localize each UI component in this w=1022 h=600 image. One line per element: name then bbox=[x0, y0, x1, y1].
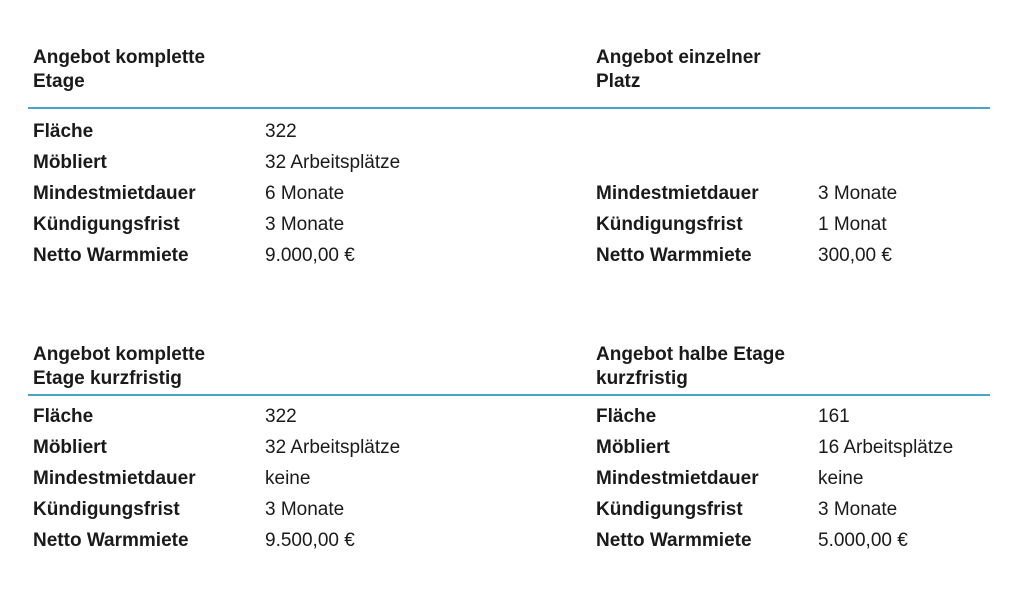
row-label: Kündigungsfrist bbox=[596, 214, 743, 235]
row-value: 322 bbox=[265, 406, 297, 427]
row-value: 9.500,00 € bbox=[265, 530, 355, 551]
offer-title: Angebot komplette Etage bbox=[33, 47, 206, 92]
row-label: Mindestmietdauer bbox=[596, 468, 759, 489]
row-value: 32 Arbeitsplätze bbox=[265, 437, 401, 458]
row-label: Mindestmietdauer bbox=[596, 183, 759, 204]
offer-headings bbox=[28, 46, 990, 108]
row-label: Netto Warmmiete bbox=[33, 245, 189, 266]
offer-title: Angebot halbe Etage kurzfristig bbox=[596, 344, 785, 389]
offer-section-bottom bbox=[28, 343, 990, 551]
row-label: Fläche bbox=[33, 406, 94, 427]
offer-section-top bbox=[28, 46, 990, 266]
row-label: Kündigungsfrist bbox=[596, 499, 743, 520]
row-label: Kündigungsfrist bbox=[33, 214, 180, 235]
row-label: Fläche bbox=[33, 121, 94, 142]
row-value: keine bbox=[265, 468, 311, 489]
row-value: 322 bbox=[265, 121, 297, 142]
divider-line bbox=[28, 107, 990, 109]
row-value: 1 Monat bbox=[818, 214, 887, 235]
offer-headings bbox=[28, 343, 990, 395]
row-value: 3 Monate bbox=[818, 499, 898, 520]
row-value: keine bbox=[818, 468, 864, 489]
row-label: Netto Warmmiete bbox=[596, 530, 752, 551]
row-label: Mindestmietdauer bbox=[33, 468, 196, 489]
row-label: Kündigungsfrist bbox=[33, 499, 180, 520]
row-value: 161 bbox=[818, 406, 850, 427]
row-value: 3 Monate bbox=[265, 499, 345, 520]
row-value: 3 Monate bbox=[818, 183, 898, 204]
row-label: Netto Warmmiete bbox=[596, 245, 752, 266]
row-label: Netto Warmmiete bbox=[33, 530, 189, 551]
row-label: Möbliert bbox=[596, 437, 670, 458]
row-value: 300,00 € bbox=[818, 245, 892, 266]
offer-title: Angebot einzelner Platz bbox=[596, 47, 761, 92]
row-label: Fläche bbox=[596, 406, 657, 427]
divider-line bbox=[28, 394, 990, 396]
offer-title: Angebot komplette Etage kurzfristig bbox=[33, 344, 206, 389]
row-value: 3 Monate bbox=[265, 214, 345, 235]
row-label: Möbliert bbox=[33, 152, 107, 173]
row-value: 9.000,00 € bbox=[265, 245, 355, 266]
row-label: Möbliert bbox=[33, 437, 107, 458]
row-value: 5.000,00 € bbox=[818, 530, 908, 551]
row-value: 16 Arbeitsplätze bbox=[818, 437, 954, 458]
row-value: 6 Monate bbox=[265, 183, 345, 204]
row-label: Mindestmietdauer bbox=[33, 183, 196, 204]
row-value: 32 Arbeitsplätze bbox=[265, 152, 401, 173]
